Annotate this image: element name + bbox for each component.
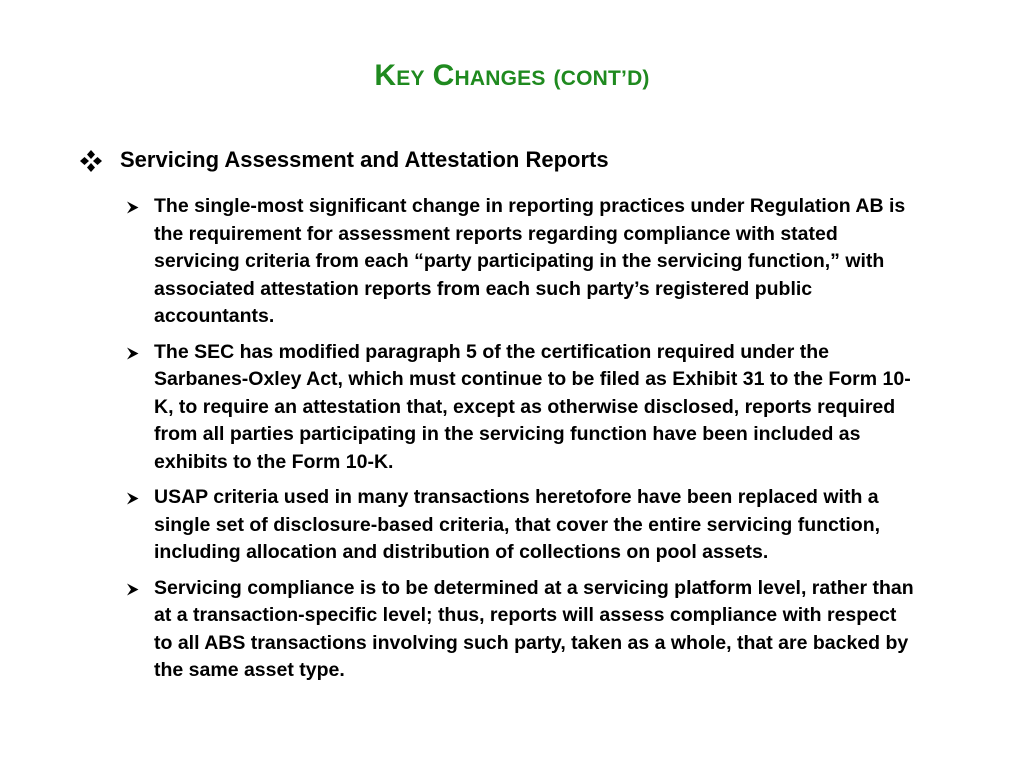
title-ey: EY: [396, 67, 425, 90]
list-item: [126, 484, 916, 567]
title-contd: (CONT’D): [553, 67, 650, 90]
slide-title: [0, 58, 1024, 97]
title-hanges: HANGES: [454, 67, 546, 90]
arrowhead-bullet-icon: [126, 347, 139, 360]
title-k: K: [374, 59, 397, 92]
list-item-text: USAP criteria used in many transactions heretofore have been replaced with a single set of disclosure-based criteria, that cover the entire servicing function, including allocation and distribution of collections on pool assets.: [154, 486, 881, 563]
list-item-text: Servicing compliance is to be determined at a servicing platform level, rather than at a transaction-specific level; thus, reports will assess compliance with respect to all ABS transactions involving such party, taken as a whole, that are backed by the same asset type.: [154, 576, 914, 681]
arrowhead-bullet-icon: [126, 583, 139, 596]
arrowhead-bullet-icon: [126, 492, 139, 505]
section-heading: Servicing Assessment and Attestation Reports: [120, 147, 609, 172]
title-c: C: [432, 59, 455, 92]
list-item: [126, 575, 916, 685]
list-item-text: The SEC has modified paragraph 5 of the certification required under the Sarbanes-Oxley Act, which must continue to be filed as Exhibit 31 to the Form 10-K, to require an attestation that, except as otherwise disclosed, reports required from all parties participating in the servicing function have been included as exhibits to the Form 10-K.: [154, 340, 911, 473]
arrowhead-bullet-icon: [126, 201, 139, 214]
list-item: [126, 339, 916, 477]
list-item: [126, 193, 916, 331]
four-diamond-bullet-icon: [80, 150, 102, 172]
sub-bullet-list: [126, 193, 916, 693]
main-bullet: [80, 144, 980, 176]
list-item-text: The single-most significant change in reporting practices under Regulation AB is the requirement for assessment reports regarding compliance with stated servicing criteria from each “party participating in the servicing function,” with associated attestation reports from each such party’s registered public accountants.: [154, 195, 906, 327]
